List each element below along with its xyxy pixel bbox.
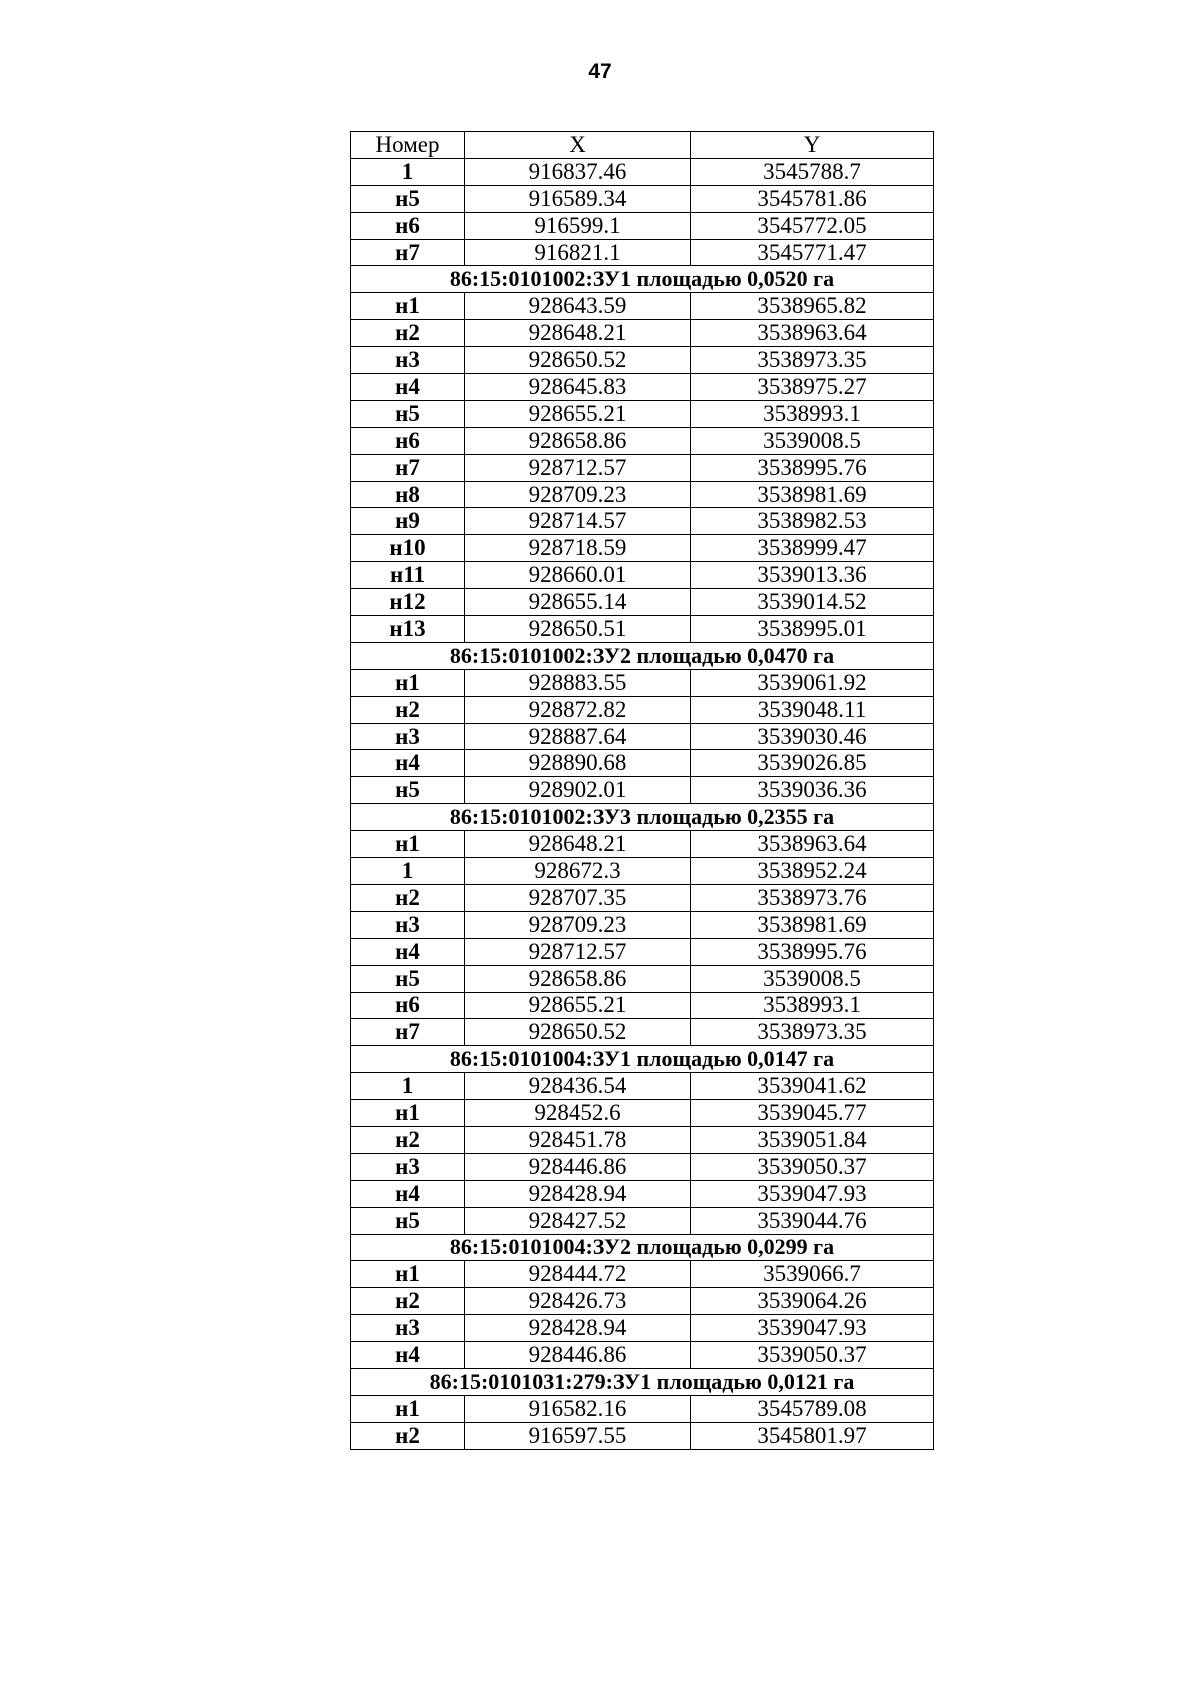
header-num: Номер	[351, 132, 465, 159]
table-row	[351, 212, 934, 239]
y-coordinate-cell: 3545771.47	[691, 239, 934, 266]
y-coordinate-cell: 3539047.93	[691, 1180, 934, 1207]
table-row	[351, 347, 934, 374]
table-row	[351, 831, 934, 858]
section-header-row	[351, 1234, 934, 1261]
point-number-cell: н2	[351, 320, 465, 347]
table-row	[351, 1261, 934, 1288]
y-coordinate-cell: 3538963.64	[691, 320, 934, 347]
point-number-cell: н4	[351, 1180, 465, 1207]
point-number-cell: н1	[351, 831, 465, 858]
point-number-cell: н2	[351, 1288, 465, 1315]
table-row	[351, 427, 934, 454]
x-coordinate-cell: 916837.46	[465, 158, 691, 185]
table-row	[351, 1126, 934, 1153]
y-coordinate-cell: 3538982.53	[691, 508, 934, 535]
header-y: Y	[691, 132, 934, 159]
x-coordinate-cell: 928890.68	[465, 750, 691, 777]
section-header-row	[351, 1368, 934, 1395]
table-row	[351, 1073, 934, 1100]
x-coordinate-cell: 928643.59	[465, 293, 691, 320]
section-title: 86:15:0101004:ЗУ2 площадью 0,0299 га	[351, 1234, 934, 1261]
y-coordinate-cell: 3538993.1	[691, 400, 934, 427]
point-number-cell: н1	[351, 1100, 465, 1127]
point-number-cell: н5	[351, 965, 465, 992]
point-number-cell: н8	[351, 481, 465, 508]
table-row	[351, 1207, 934, 1234]
point-number-cell: н2	[351, 884, 465, 911]
section-title: 86:15:0101002:ЗУ2 площадью 0,0470 га	[351, 642, 934, 669]
point-number-cell: н4	[351, 938, 465, 965]
x-coordinate-cell: 928714.57	[465, 508, 691, 535]
x-coordinate-cell: 928655.21	[465, 400, 691, 427]
table-row	[351, 1422, 934, 1449]
x-coordinate-cell: 928650.52	[465, 347, 691, 374]
table-row	[351, 400, 934, 427]
point-number-cell: н1	[351, 1261, 465, 1288]
table-row	[351, 1315, 934, 1342]
table-row	[351, 777, 934, 804]
x-coordinate-cell: 928887.64	[465, 723, 691, 750]
y-coordinate-cell: 3545788.7	[691, 158, 934, 185]
y-coordinate-cell: 3539061.92	[691, 669, 934, 696]
x-coordinate-cell: 928712.57	[465, 938, 691, 965]
point-number-cell: 1	[351, 158, 465, 185]
x-coordinate-cell: 928902.01	[465, 777, 691, 804]
table-row	[351, 508, 934, 535]
x-coordinate-cell: 928709.23	[465, 481, 691, 508]
y-coordinate-cell: 3539051.84	[691, 1126, 934, 1153]
section-title: 86:15:0101002:ЗУ1 площадью 0,0520 га	[351, 266, 934, 293]
point-number-cell: н5	[351, 400, 465, 427]
table-row	[351, 1019, 934, 1046]
y-coordinate-cell: 3545772.05	[691, 212, 934, 239]
table-row	[351, 374, 934, 401]
x-coordinate-cell: 928426.73	[465, 1288, 691, 1315]
point-number-cell: н4	[351, 374, 465, 401]
point-number-cell: н6	[351, 427, 465, 454]
point-number-cell: н7	[351, 1019, 465, 1046]
table-row	[351, 1395, 934, 1422]
table-row	[351, 616, 934, 643]
x-coordinate-cell: 916582.16	[465, 1395, 691, 1422]
y-coordinate-cell: 3538995.01	[691, 616, 934, 643]
point-number-cell: н4	[351, 750, 465, 777]
y-coordinate-cell: 3538995.76	[691, 938, 934, 965]
table-row	[351, 750, 934, 777]
y-coordinate-cell: 3538963.64	[691, 831, 934, 858]
point-number-cell: н4	[351, 1342, 465, 1369]
point-number-cell: н3	[351, 347, 465, 374]
x-coordinate-cell: 928655.14	[465, 589, 691, 616]
x-coordinate-cell: 928707.35	[465, 884, 691, 911]
x-coordinate-cell: 928427.52	[465, 1207, 691, 1234]
table-row	[351, 1100, 934, 1127]
y-coordinate-cell: 3539026.85	[691, 750, 934, 777]
x-coordinate-cell: 928451.78	[465, 1126, 691, 1153]
table-row	[351, 562, 934, 589]
y-coordinate-cell: 3539048.11	[691, 696, 934, 723]
point-number-cell: н1	[351, 293, 465, 320]
table-row	[351, 481, 934, 508]
y-coordinate-cell: 3538973.35	[691, 1019, 934, 1046]
x-coordinate-cell: 928444.72	[465, 1261, 691, 1288]
y-coordinate-cell: 3539013.36	[691, 562, 934, 589]
x-coordinate-cell: 916599.1	[465, 212, 691, 239]
section-title: 86:15:0101031:279:ЗУ1 площадью 0,0121 га	[351, 1368, 934, 1395]
x-coordinate-cell: 928650.51	[465, 616, 691, 643]
section-header-row	[351, 266, 934, 293]
point-number-cell: н2	[351, 1126, 465, 1153]
y-coordinate-cell: 3538975.27	[691, 374, 934, 401]
table-row	[351, 535, 934, 562]
table-row	[351, 1180, 934, 1207]
section-header-row	[351, 642, 934, 669]
y-coordinate-cell: 3539066.7	[691, 1261, 934, 1288]
x-coordinate-cell: 928648.21	[465, 831, 691, 858]
section-title: 86:15:0101004:ЗУ1 площадью 0,0147 га	[351, 1046, 934, 1073]
y-coordinate-cell: 3538973.35	[691, 347, 934, 374]
x-coordinate-cell: 916597.55	[465, 1422, 691, 1449]
table-body	[351, 158, 934, 1449]
x-coordinate-cell: 916821.1	[465, 239, 691, 266]
y-coordinate-cell: 3538965.82	[691, 293, 934, 320]
y-coordinate-cell: 3539050.37	[691, 1342, 934, 1369]
table-row	[351, 723, 934, 750]
point-number-cell: н6	[351, 212, 465, 239]
table-row	[351, 669, 934, 696]
point-number-cell: н9	[351, 508, 465, 535]
y-coordinate-cell: 3539036.36	[691, 777, 934, 804]
x-coordinate-cell: 928660.01	[465, 562, 691, 589]
point-number-cell: н2	[351, 696, 465, 723]
point-number-cell: н2	[351, 1422, 465, 1449]
x-coordinate-cell: 928446.86	[465, 1153, 691, 1180]
x-coordinate-cell: 928648.21	[465, 320, 691, 347]
y-coordinate-cell: 3538981.69	[691, 481, 934, 508]
point-number-cell: 1	[351, 858, 465, 885]
table-row	[351, 938, 934, 965]
header-x: X	[465, 132, 691, 159]
y-coordinate-cell: 3539041.62	[691, 1073, 934, 1100]
y-coordinate-cell: 3545801.97	[691, 1422, 934, 1449]
table-row	[351, 454, 934, 481]
point-number-cell: н3	[351, 911, 465, 938]
table-row	[351, 1342, 934, 1369]
point-number-cell: н3	[351, 1315, 465, 1342]
x-coordinate-cell: 928655.21	[465, 992, 691, 1019]
table-row	[351, 911, 934, 938]
x-coordinate-cell: 928712.57	[465, 454, 691, 481]
y-coordinate-cell: 3539008.5	[691, 427, 934, 454]
point-number-cell: н5	[351, 185, 465, 212]
y-coordinate-cell: 3545781.86	[691, 185, 934, 212]
x-coordinate-cell: 928645.83	[465, 374, 691, 401]
point-number-cell: 1	[351, 1073, 465, 1100]
table-row	[351, 293, 934, 320]
table-row	[351, 884, 934, 911]
point-number-cell: н13	[351, 616, 465, 643]
point-number-cell: н5	[351, 777, 465, 804]
table-row	[351, 239, 934, 266]
x-coordinate-cell: 928446.86	[465, 1342, 691, 1369]
x-coordinate-cell: 928658.86	[465, 965, 691, 992]
x-coordinate-cell: 928718.59	[465, 535, 691, 562]
table-row	[351, 185, 934, 212]
point-number-cell: н12	[351, 589, 465, 616]
table-row	[351, 965, 934, 992]
section-header-row	[351, 1046, 934, 1073]
x-coordinate-cell: 928883.55	[465, 669, 691, 696]
point-number-cell: н1	[351, 669, 465, 696]
table-row	[351, 858, 934, 885]
coordinates-table	[350, 131, 934, 1450]
y-coordinate-cell: 3539050.37	[691, 1153, 934, 1180]
y-coordinate-cell: 3545789.08	[691, 1395, 934, 1422]
section-title: 86:15:0101002:ЗУ3 площадью 0,2355 га	[351, 804, 934, 831]
x-coordinate-cell: 928709.23	[465, 911, 691, 938]
table-row	[351, 320, 934, 347]
y-coordinate-cell: 3539008.5	[691, 965, 934, 992]
point-number-cell: н3	[351, 723, 465, 750]
y-coordinate-cell: 3539014.52	[691, 589, 934, 616]
y-coordinate-cell: 3539045.77	[691, 1100, 934, 1127]
x-coordinate-cell: 928672.3	[465, 858, 691, 885]
x-coordinate-cell: 928658.86	[465, 427, 691, 454]
header-row	[351, 132, 934, 159]
table-header	[351, 132, 934, 159]
y-coordinate-cell: 3538995.76	[691, 454, 934, 481]
x-coordinate-cell: 928650.52	[465, 1019, 691, 1046]
y-coordinate-cell: 3539064.26	[691, 1288, 934, 1315]
point-number-cell: н7	[351, 239, 465, 266]
table-row	[351, 589, 934, 616]
y-coordinate-cell: 3538981.69	[691, 911, 934, 938]
x-coordinate-cell: 916589.34	[465, 185, 691, 212]
point-number-cell: н7	[351, 454, 465, 481]
y-coordinate-cell: 3539044.76	[691, 1207, 934, 1234]
point-number-cell: н3	[351, 1153, 465, 1180]
table-row	[351, 1153, 934, 1180]
table-row	[351, 696, 934, 723]
y-coordinate-cell: 3539030.46	[691, 723, 934, 750]
y-coordinate-cell: 3538993.1	[691, 992, 934, 1019]
section-header-row	[351, 804, 934, 831]
point-number-cell: н5	[351, 1207, 465, 1234]
x-coordinate-cell: 928436.54	[465, 1073, 691, 1100]
x-coordinate-cell: 928872.82	[465, 696, 691, 723]
table-row	[351, 992, 934, 1019]
x-coordinate-cell: 928428.94	[465, 1180, 691, 1207]
point-number-cell: н10	[351, 535, 465, 562]
page-number: 47	[588, 60, 612, 83]
y-coordinate-cell: 3539047.93	[691, 1315, 934, 1342]
x-coordinate-cell: 928428.94	[465, 1315, 691, 1342]
y-coordinate-cell: 3538973.76	[691, 884, 934, 911]
table-row	[351, 1288, 934, 1315]
y-coordinate-cell: 3538999.47	[691, 535, 934, 562]
point-number-cell: н6	[351, 992, 465, 1019]
table-row	[351, 158, 934, 185]
point-number-cell: н11	[351, 562, 465, 589]
y-coordinate-cell: 3538952.24	[691, 858, 934, 885]
point-number-cell: н1	[351, 1395, 465, 1422]
x-coordinate-cell: 928452.6	[465, 1100, 691, 1127]
